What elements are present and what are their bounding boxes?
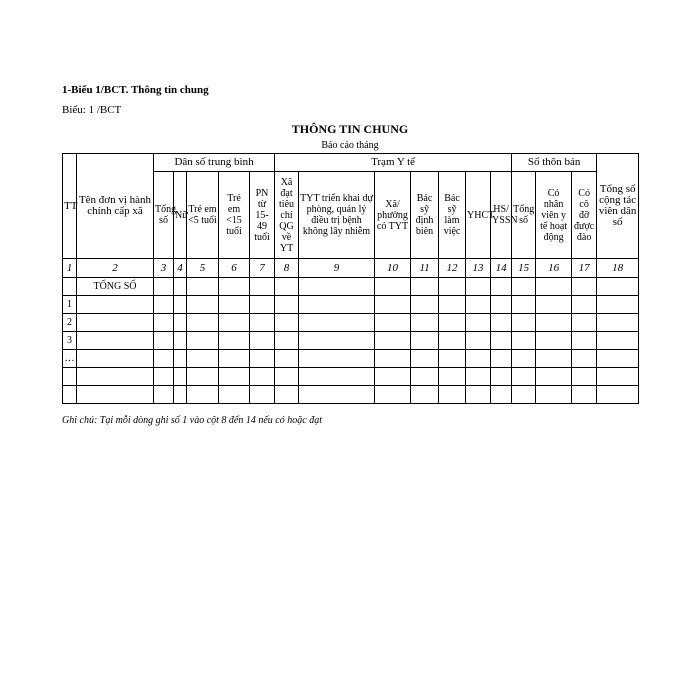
column-header: Có nhân viên y tế hoạt động <box>536 172 572 259</box>
column-header: Trẻ em <5 tuổi <box>187 172 219 259</box>
data-cell[interactable] <box>536 296 572 314</box>
data-cell[interactable] <box>154 314 174 332</box>
data-cell[interactable] <box>299 368 375 386</box>
unit-name-header: Tên đơn vị hành chính cấp xã <box>77 154 154 259</box>
data-cell[interactable] <box>187 368 219 386</box>
form-heading: 1-Biểu 1/BCT. Thông tin chung <box>62 84 209 96</box>
data-cell[interactable] <box>174 296 187 314</box>
data-cell[interactable] <box>439 368 466 386</box>
collaborators-header: Tổng số cộng tác viên dân số <box>597 154 639 259</box>
data-cell[interactable] <box>275 332 299 350</box>
table-row <box>63 332 639 350</box>
data-cell[interactable] <box>375 386 411 404</box>
data-cell[interactable] <box>375 368 411 386</box>
column-header: Bác sỹ định biên <box>411 172 439 259</box>
column-number: 18 <box>597 259 639 278</box>
row-tt: 1 <box>63 296 77 314</box>
data-cell[interactable] <box>375 332 411 350</box>
column-number: 2 <box>77 259 154 278</box>
column-number: 16 <box>536 259 572 278</box>
column-header: HS/ YSSN <box>491 172 512 259</box>
data-cell[interactable] <box>466 386 491 404</box>
data-cell[interactable] <box>187 386 219 404</box>
data-cell[interactable] <box>466 278 491 296</box>
data-cell[interactable] <box>187 314 219 332</box>
data-cell[interactable] <box>512 278 536 296</box>
data-cell[interactable] <box>572 332 597 350</box>
data-cell[interactable] <box>491 350 512 368</box>
column-number: 15 <box>512 259 536 278</box>
data-cell[interactable] <box>466 332 491 350</box>
data-cell[interactable] <box>597 350 639 368</box>
column-number: 5 <box>187 259 219 278</box>
table-row <box>63 386 639 404</box>
data-cell[interactable] <box>411 386 439 404</box>
data-cell[interactable] <box>154 368 174 386</box>
data-cell[interactable] <box>466 314 491 332</box>
data-cell[interactable] <box>491 314 512 332</box>
data-cell[interactable] <box>299 350 375 368</box>
data-cell[interactable] <box>512 350 536 368</box>
data-cell[interactable] <box>375 278 411 296</box>
column-header: Nữ <box>174 172 187 259</box>
column-number-row <box>63 259 639 278</box>
column-number: 6 <box>219 259 250 278</box>
health-station-group-header: Trạm Y tế <box>275 154 512 172</box>
data-cell[interactable] <box>572 314 597 332</box>
data-cell[interactable] <box>512 332 536 350</box>
data-cell[interactable] <box>299 386 375 404</box>
column-header: YHCT <box>466 172 491 259</box>
data-cell[interactable] <box>536 278 572 296</box>
villages-group-header: Số thôn bản <box>512 154 597 172</box>
footnote: Ghi chú: Tại mỗi dòng ghi số 1 vào cột 8 đến 14 nếu có hoặc đạt <box>62 415 322 426</box>
data-cell[interactable] <box>154 332 174 350</box>
data-cell[interactable] <box>439 332 466 350</box>
data-cell[interactable] <box>275 386 299 404</box>
column-number: 14 <box>491 259 512 278</box>
row-tt: 2 <box>63 314 77 332</box>
data-cell[interactable] <box>250 314 275 332</box>
form-label: Biểu: 1 /BCT <box>62 104 122 116</box>
column-number: 1 <box>63 259 77 278</box>
row-tt <box>63 368 77 386</box>
data-cell[interactable] <box>411 314 439 332</box>
data-cell[interactable] <box>572 296 597 314</box>
data-cell[interactable] <box>250 278 275 296</box>
row-unit-name <box>77 386 154 404</box>
column-number: 9 <box>299 259 375 278</box>
data-cell[interactable] <box>439 386 466 404</box>
data-cell[interactable] <box>174 350 187 368</box>
data-cell[interactable] <box>512 314 536 332</box>
table-row <box>63 368 639 386</box>
data-cell[interactable] <box>375 296 411 314</box>
data-cell[interactable] <box>439 278 466 296</box>
data-cell[interactable] <box>250 368 275 386</box>
row-tt: 3 <box>63 332 77 350</box>
column-header: Xã/ phường có TYT <box>375 172 411 259</box>
data-cell[interactable] <box>411 296 439 314</box>
column-number: 4 <box>174 259 187 278</box>
data-cell[interactable] <box>174 332 187 350</box>
report-table <box>62 153 639 404</box>
data-cell[interactable] <box>187 332 219 350</box>
data-cell[interactable] <box>411 332 439 350</box>
data-cell[interactable] <box>491 386 512 404</box>
data-cell[interactable] <box>466 368 491 386</box>
tt-header: TT <box>63 154 77 259</box>
data-cell[interactable] <box>275 296 299 314</box>
data-cell[interactable] <box>375 350 411 368</box>
data-cell[interactable] <box>219 386 250 404</box>
table-row <box>63 296 639 314</box>
data-cell[interactable] <box>375 314 411 332</box>
data-cell[interactable] <box>219 332 250 350</box>
row-tt <box>63 278 77 296</box>
column-header: Trẻ em <15 tuổi <box>219 172 250 259</box>
data-cell[interactable] <box>154 296 174 314</box>
row-unit-name <box>77 332 154 350</box>
data-cell[interactable] <box>187 296 219 314</box>
data-cell[interactable] <box>536 350 572 368</box>
data-cell[interactable] <box>299 314 375 332</box>
data-cell[interactable] <box>174 278 187 296</box>
column-number: 13 <box>466 259 491 278</box>
row-unit-name: TỔNG SỐ <box>77 278 154 296</box>
data-cell[interactable] <box>491 332 512 350</box>
data-cell[interactable] <box>154 278 174 296</box>
row-tt <box>63 386 77 404</box>
column-number: 8 <box>275 259 299 278</box>
data-cell[interactable] <box>275 314 299 332</box>
data-cell[interactable] <box>491 278 512 296</box>
data-cell[interactable] <box>250 386 275 404</box>
column-number: 12 <box>439 259 466 278</box>
data-cell[interactable] <box>536 368 572 386</box>
data-cell[interactable] <box>219 368 250 386</box>
column-number: 7 <box>250 259 275 278</box>
column-header: Xã đạt tiêu chí QG về YT <box>275 172 299 259</box>
data-cell[interactable] <box>439 296 466 314</box>
row-unit-name <box>77 314 154 332</box>
row-unit-name <box>77 350 154 368</box>
data-cell[interactable] <box>219 350 250 368</box>
data-cell[interactable] <box>411 278 439 296</box>
column-number: 10 <box>375 259 411 278</box>
group-header-row <box>63 154 639 172</box>
column-number: 17 <box>572 259 597 278</box>
data-cell[interactable] <box>597 386 639 404</box>
data-cell[interactable] <box>597 314 639 332</box>
column-header: Tổng số <box>154 172 174 259</box>
table-row <box>63 350 639 368</box>
data-cell[interactable] <box>154 386 174 404</box>
row-unit-name <box>77 296 154 314</box>
data-cell[interactable] <box>411 350 439 368</box>
data-cell[interactable] <box>250 332 275 350</box>
data-cell[interactable] <box>572 350 597 368</box>
data-cell[interactable] <box>219 278 250 296</box>
column-header: Tổng số <box>512 172 536 259</box>
data-cell[interactable] <box>174 314 187 332</box>
page-title: THÔNG TIN CHUNG <box>291 122 409 136</box>
column-number: 11 <box>411 259 439 278</box>
table-row <box>63 278 639 296</box>
column-header: TYT triển khai dự phòng, quản lý điều trị bệnh không lây nhiễm <box>299 172 375 259</box>
data-cell[interactable] <box>536 386 572 404</box>
data-cell[interactable] <box>174 368 187 386</box>
row-tt: … <box>63 350 77 368</box>
data-cell[interactable] <box>512 368 536 386</box>
row-unit-name <box>77 368 154 386</box>
data-cell[interactable] <box>572 278 597 296</box>
column-header: Có cô đỡ được đào <box>572 172 597 259</box>
data-cell[interactable] <box>187 350 219 368</box>
data-cell[interactable] <box>219 314 250 332</box>
data-cell[interactable] <box>439 350 466 368</box>
table-row <box>63 314 639 332</box>
data-cell[interactable] <box>250 296 275 314</box>
data-cell[interactable] <box>491 296 512 314</box>
data-cell[interactable] <box>275 278 299 296</box>
data-cell[interactable] <box>536 332 572 350</box>
data-cell[interactable] <box>275 350 299 368</box>
data-cell[interactable] <box>597 332 639 350</box>
data-cell[interactable] <box>187 278 219 296</box>
page-subtitle: Báo cáo tháng <box>321 140 379 151</box>
data-cell[interactable] <box>572 386 597 404</box>
data-cell[interactable] <box>572 368 597 386</box>
data-cell[interactable] <box>597 296 639 314</box>
column-header: Bác sỹ làm việc <box>439 172 466 259</box>
data-cell[interactable] <box>154 350 174 368</box>
data-cell[interactable] <box>466 296 491 314</box>
data-cell[interactable] <box>491 368 512 386</box>
data-cell[interactable] <box>219 296 250 314</box>
data-cell[interactable] <box>299 278 375 296</box>
column-header: PN từ 15-49 tuổi <box>250 172 275 259</box>
data-cell[interactable] <box>275 368 299 386</box>
column-number: 3 <box>154 259 174 278</box>
data-cell[interactable] <box>536 314 572 332</box>
data-cell[interactable] <box>597 278 639 296</box>
data-cell[interactable] <box>250 350 275 368</box>
data-cell[interactable] <box>512 386 536 404</box>
data-cell[interactable] <box>597 368 639 386</box>
data-cell[interactable] <box>411 368 439 386</box>
population-group-header: Dân số trung bình <box>154 154 275 172</box>
data-cell[interactable] <box>439 314 466 332</box>
data-cell[interactable] <box>174 386 187 404</box>
data-cell[interactable] <box>512 296 536 314</box>
data-cell[interactable] <box>299 296 375 314</box>
data-cell[interactable] <box>299 332 375 350</box>
data-cell[interactable] <box>466 350 491 368</box>
